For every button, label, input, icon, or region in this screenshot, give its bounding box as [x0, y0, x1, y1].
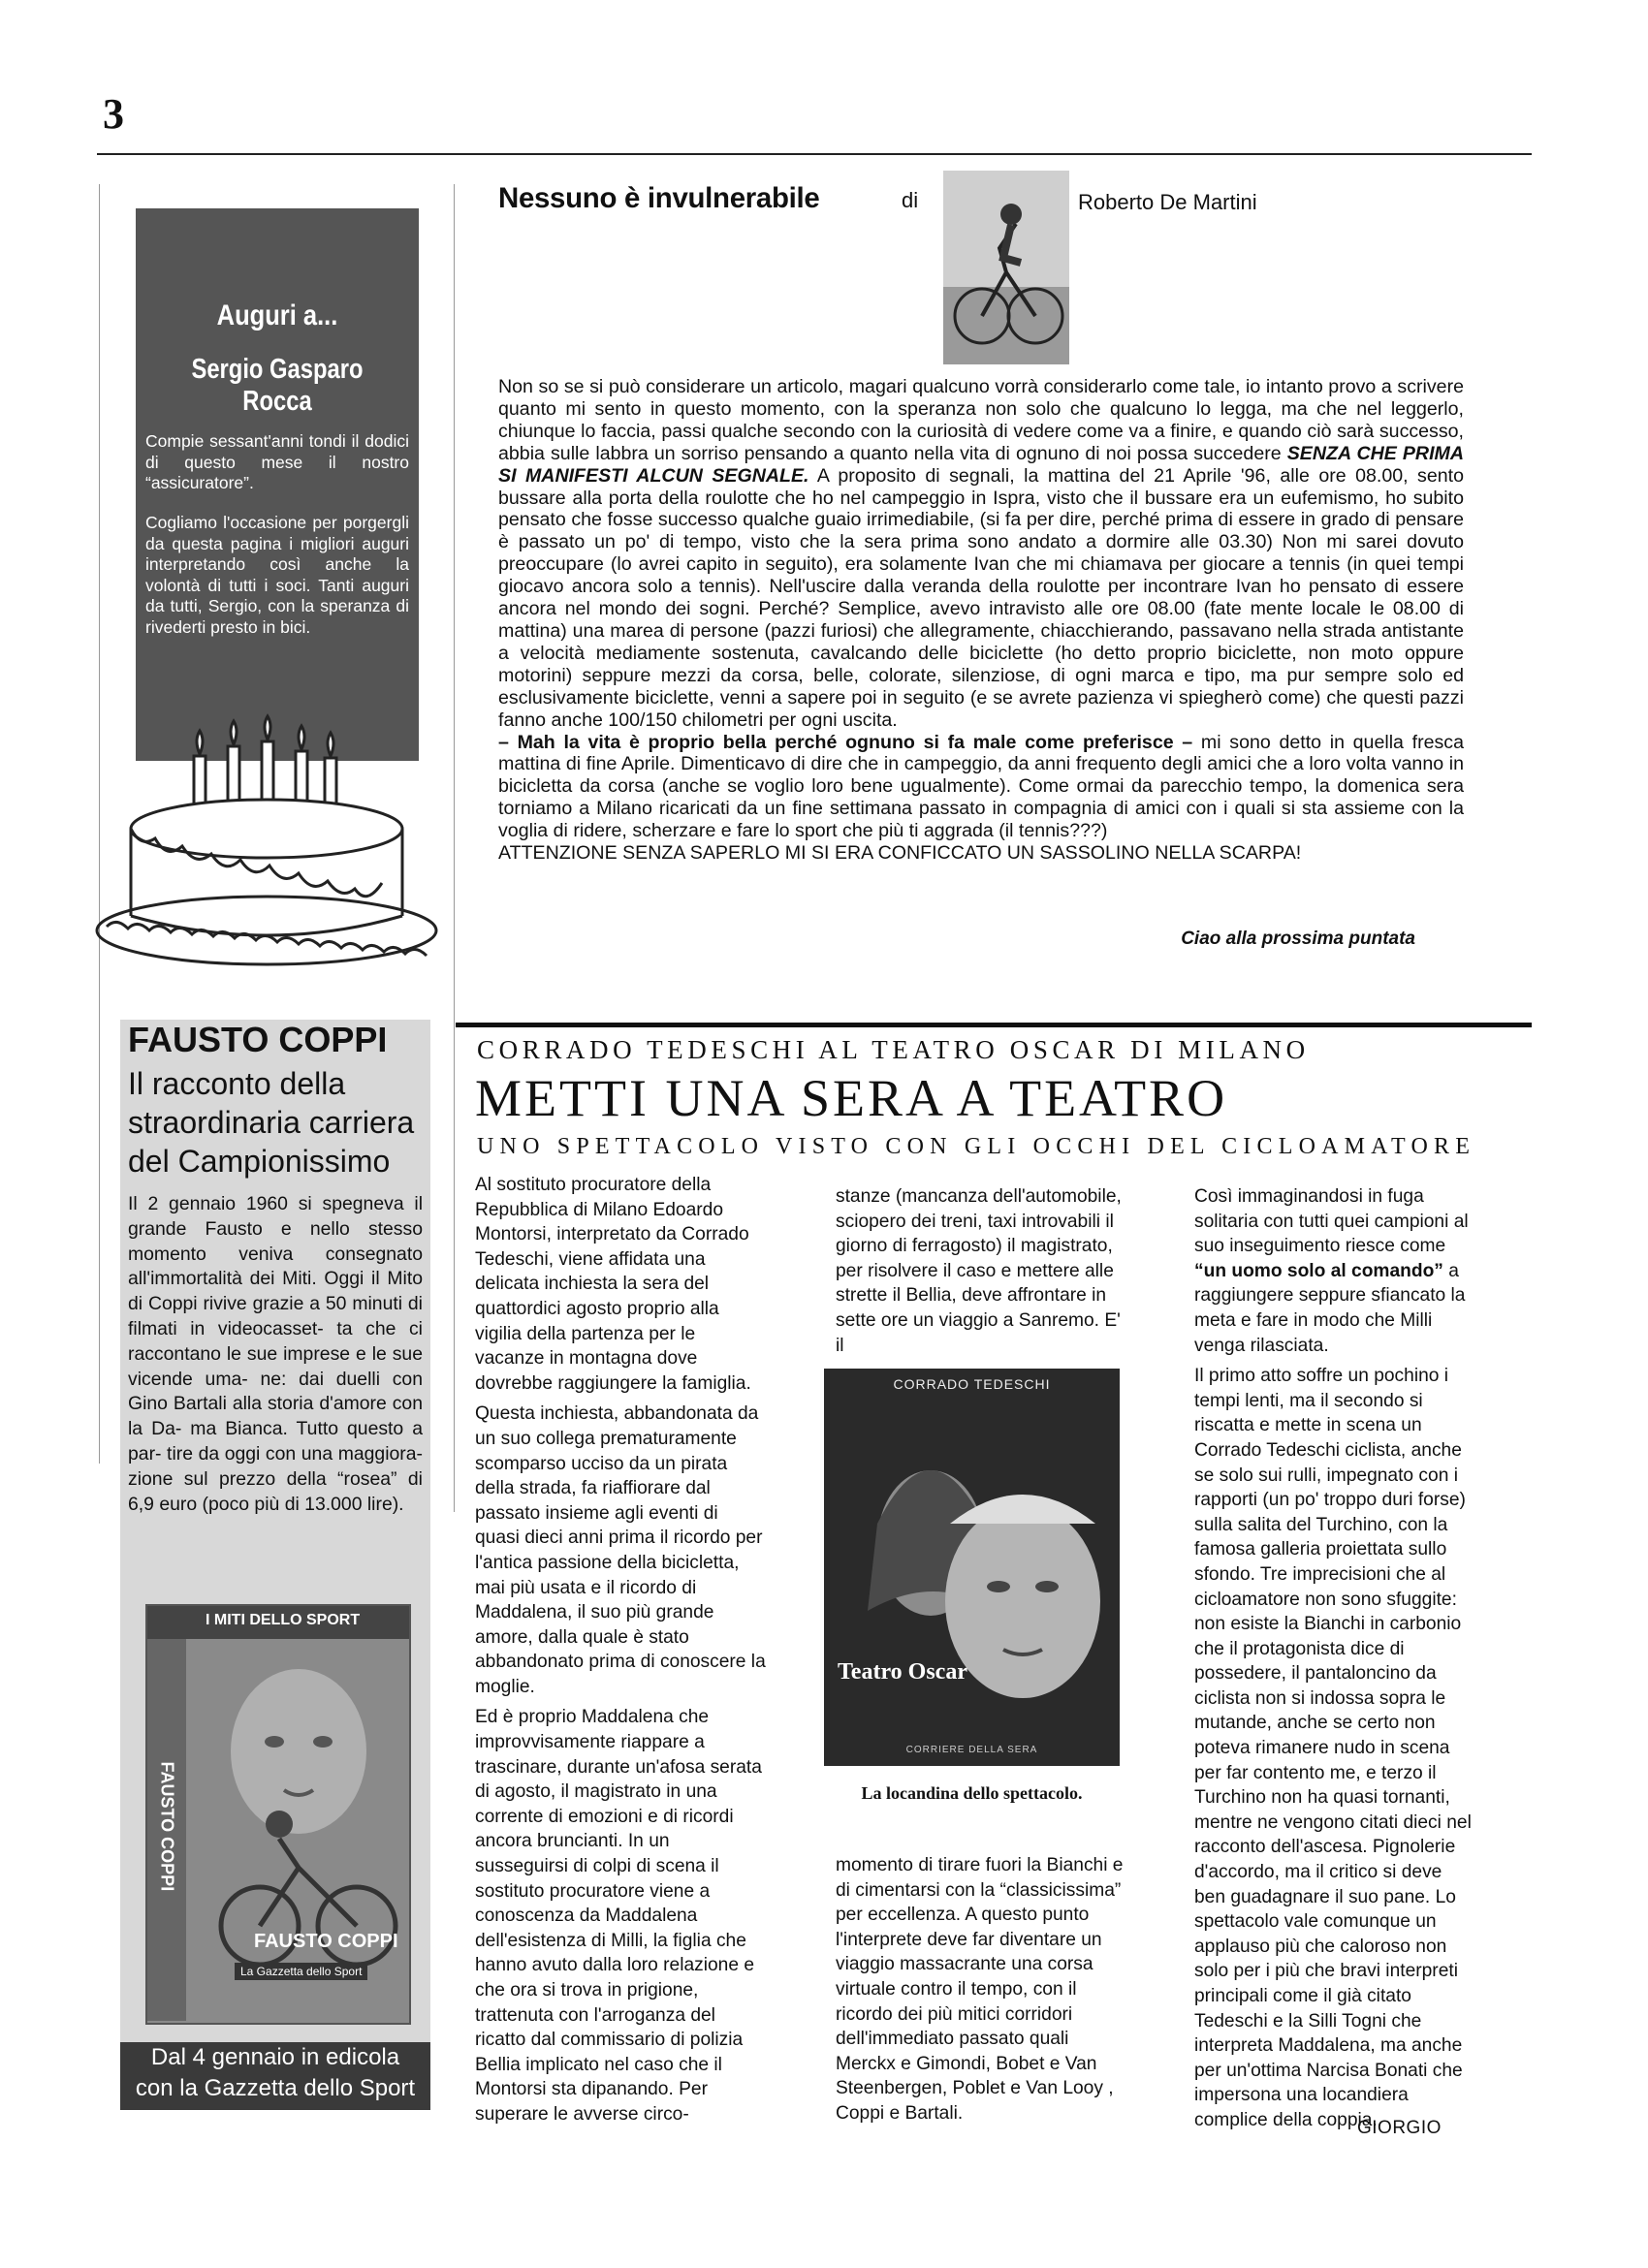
article2-column-2-top	[836, 1184, 1126, 1364]
auguri-name: Sergio Gasparo Rocca	[191, 354, 364, 417]
article2-c3-paragraph-2: Il primo atto soffre un pochino i tempi lenti, ma il secondo si riscatta e mette in scena un Corrado Tedeschi ciclista, anche se solo sui rulli, impegnato con i rapporti (un po' troppo duri forse) sulla salita del Turchino, con la famosa galleria proiettata sullo sfondo. Tre imprecisioni che al cicloamatore non sono sfuggite: non esiste la Bianchi in carbonio che il protagonista dice di possedere, il pantaloncino da ciclista non si indossa sopra le mutande, anche se certo non poteva rimanere nudo in scena per far contento me, e terzo il Turchino non ha quasi tornanti, mentre ne vengono citati dieci nel racconto dell'ascesa. Pignolerie d'accordo, ma il critico si deve ben guadagnare il suo pane. Lo spettacolo vale comunque un applauso più che caloroso non solo per i più che bravi interpreti principali come il già citato Tedeschi e la Silli Togni che interpreta Maddalena, ma anche per un'ottima Narcisa Bonati che impersona una locandiera complice della coppia.	[1194, 1366, 1472, 2130]
article2-subtitle: UNO SPETTACOLO VISTO CON GLI OCCHI DEL CICLOAMATORE	[477, 1134, 1476, 1159]
article1-body	[498, 376, 1464, 865]
article2-c2-paragraph-top: stanze (mancanza dell'automobile, sciopero dei treni, taxi introvabili il giorno di ferragosto) il magistrato, per risolvere il caso e mettere alle strette il Bellia, deve affrontare in sette ore un viaggio a Sanremo. E' il	[836, 1186, 1122, 1356]
article2-column-3	[1194, 1184, 1475, 2139]
coppi-portrait-illustration	[192, 1645, 405, 1974]
auguri-title: Auguri a...	[216, 299, 338, 331]
article2-c1-paragraph-2: Questa inchiesta, abbandonata da un suo collega prematuramente scomparso ucciso da un pirata della strada, fa riaffiorare dal passato insieme agli eventi di quasi dieci anni prima il ricordo per l'antica passione della bicicletta, mai più usata e il ricordo di Maddalena, il suo più grande amore, dalla quale è stato abbandonato prima di conoscere la moglie.	[475, 1403, 766, 1697]
section-rule	[456, 1023, 1532, 1027]
coppi-footer-line-1: Dal 4 gennaio in edicola	[150, 2044, 400, 2070]
article2-title: METTI UNA SERA A TEATRO	[475, 1069, 1228, 1127]
article1-paragraph-3: ATTENZIONE SENZA SAPERLO MI SI ERA CONFICCATO UN SASSOLINO NELLA SCARPA!	[498, 842, 1302, 865]
auguri-paragraph-1: Compie sessant'anni tondi il dodici di questo mese il nostro “assicuratore”.	[145, 431, 409, 493]
article2-c1-paragraph-1: Al sostituto procuratore della Repubblica di Milano Edoardo Montorsi, interpretato da Corrado Tedeschi, viene affidata una delicata inchiesta la sera del quattordici agosto proprio alla vigilia della partenza per le vacanze in montagna dove dovrebbe raggiungere la famiglia.	[475, 1175, 751, 1394]
vhs-brand-label: La Gazzetta dello Sport	[235, 1963, 367, 1980]
coppi-footer	[120, 2042, 430, 2110]
poster-bottom-label: CORRIERE DELLA SERA	[905, 1745, 1038, 1755]
article2-signature: GIORGIO	[1357, 2118, 1442, 2138]
coppi-footer-line-2: con la Gazzetta dello Sport	[135, 2075, 416, 2101]
article1-p2-text: mi sono detto in quella fresca mattina di fine Aprile. Dimenticavo di dire che in campeggio, da anni frequento degli amici che a loro volta vanno in bicicletta da corsa (anche se voglio loro bene ugualmente). Come ormai da parecchio tempo, la domenica sera torniamo a Milano ricaricati da un fine settimana passato in compagnia di amici con i quali si sta assieme con la voglia di ridere, scherzare e fare lo sport che più ti aggrada (il tennis???)	[498, 731, 1465, 842]
article2-kicker: CORRADO TEDESCHI AL TEATRO OSCAR DI MILANO	[477, 1035, 1310, 1064]
article1-author: Roberto De Martini	[1078, 190, 1257, 214]
article1-p1-text: Non so se si può considerare un articolo, magari qualcuno vorrà considerarlo come tale, io intanto provo a scrivere quanto mi sento in questo momento, con la speranza non solo che qualcuno lo legga, ma che nel leggerlo, chiunque lo faccia, passi qualche secondo con la curiosità di vedere come va a finire, e quando ciò sarà successo, abbia sulle labbra un sorriso pensando a quanto nella vita di ognuno di noi possa succedere	[498, 376, 1464, 464]
coppi-body: Il 2 gennaio 1960 si spegneva il grande Fausto e nello stesso momento veniva consegnato all'immortalità dei Miti. Oggi il Mito di Coppi rivive grazie a 50 minuti di filmati in videocasset- ta che ci raccontano le sue imprese e le sue vicende uma- ne: dai duelli con Gino Bartali alla storia d'amore con la Da- ma Bianca. Tutto questo a par- tire da oggi con una maggiora- zione sul prezzo della “rosea” di 6,9 euro (poco più di 13.000 lire).	[128, 1193, 423, 1515]
article2-c3-text-a: Così immaginandosi in fuga solitaria con tutti quei campioni al suo inseguimento riesce come	[1194, 1186, 1469, 1257]
article1-p2-quote: – Mah la vita è proprio bella perché ognuno si fa male come preferisce –	[498, 731, 1193, 753]
coppi-heading: FAUSTO COPPI	[128, 1020, 388, 1059]
vhs-cover-image	[145, 1604, 411, 2025]
article1-p1-text-2: A proposito di segnali, la mattina del 21 Aprile '96, alle ore 08.00, sento bussare alla porta della roulotte che ho nel campeggio in Ispra, visto che il bussare era un eufemismo, ho subito pensato che fosse successo qualche guaio irrimediabile, (si fa per dire, perché prima di essere in grado di pensare è passato un po' di tempo, visto che la sera prima sono andato a dormire alle 03.30) Non mi sarei dovuto preoccupare (lo avrei capito in seguito), era solamente Ivan che mi chiamava per giocare a tennis (in quei tempi giocavo ancora solo a tennis). Nell'uscire dalla veranda della roulotte per incontrare Ivan ho pensato di essere ancora nel mondo dei sogni. Perché? Semplice, avevo intravisto alle ore 08.00 (fate mente locale le 08.00 di mattina) una marea di persone (pazzi furiosi) che allegramente, chiacchierando, passavano nella strada antistante a velocità mediamente sostenuta, cavalcando delle biciclette (ho detto proprio biciclette, non moto oppure motorini) seppure mezzi da corsa, belle, colorate, silenziose, di ogni marca e tipo, ma pur sempre solo ed esclusivamente biciclette, venni a sapere poi in seguito (e se avrete pazienza vi spiegherò come) che questi pazzi fanno anche 100/150 chilometri per ogni uscita.	[498, 464, 1464, 731]
article2-column-1	[475, 1173, 766, 2133]
auguri-paragraph-2: Cogliamo l'occasione per porgergli da questa pagina i migliori auguri interpretando così anche la volontà di tutti i soci. Tanti auguri da tutti, Sergio, con la speranza di rivederti presto in bici.	[145, 513, 409, 637]
article1-byline-di: di	[902, 188, 919, 212]
page-number: 3	[103, 90, 124, 138]
poster-top-label: CORRADO TEDESCHI	[893, 1376, 1051, 1392]
birthday-cake-illustration	[87, 698, 446, 979]
article1-paragraph-1	[498, 376, 1464, 732]
article2-c3-paragraph-1	[1194, 1184, 1475, 1358]
cyclist-photo	[943, 171, 1069, 364]
article2-c1-paragraph-3: Ed è proprio Maddalena che improvvisamente riappare a trascinare, durante un'afosa serata di agosto, il magistrato in una corrente di emozioni e di ricordi ancora bruncianti. In un susseguirsi di colpi di scena il sostituto procuratore viene a conoscenza da Maddalena dell'esistenza di Milli, la figlia che hanno avuto dalla loro relazione e che ora si trova in prigione, trattenuta con l'arroganza del ricatto dal commissario di polizia Bellia implicato nel caso che il Montorsi sta dipanando. Per superare le avverse circo-	[475, 1707, 762, 2125]
poster-caption: La locandina dello spettacolo.	[861, 1783, 1083, 1803]
vhs-side-label: FAUSTO COPPI	[157, 1761, 177, 1892]
article2-c3-quote: “un uomo solo al comando”	[1194, 1260, 1443, 1281]
poster-faces-illustration	[824, 1407, 1120, 1737]
article1-closing: Ciao alla prossima puntata	[1181, 929, 1415, 949]
article1-paragraph-2	[498, 732, 1464, 843]
article1-title: Nessuno è invulnerabile	[498, 182, 820, 214]
top-rule	[97, 153, 1532, 155]
vhs-bottom-label: FAUSTO COPPI	[254, 1931, 398, 1952]
vhs-top-label: I MITI DELLO SPORT	[206, 1612, 361, 1628]
auguri-box	[136, 208, 419, 761]
column-rule-right	[454, 184, 455, 1512]
article2-c3-text-c: a raggiungere seppure sfiancato la meta e fare in modo che Milli venga rilasciata.	[1194, 1260, 1466, 1356]
article2-c2-paragraph-bottom: momento di tirare fuori la Bianchi e di cimentarsi con la “classicissima” per eccellenza. A questo punto l'interprete deve far diventare un viaggio massacrante una corsa virtuale contro il tempo, con il ricordo dei più mitici corridori dell'immediato passato quali Merckx e Gimondi, Bobet e Van Steenbergen, Poblet e Van Looy , Coppi e Bartali.	[836, 1855, 1124, 2124]
article1-p1-emphasis: SENZA CHE PRIMA SI MANIFESTI ALCUN SEGNALE.	[498, 442, 1464, 487]
theatre-poster-image	[824, 1369, 1120, 1766]
coppi-subtitle: Il racconto della straordinaria carriera del Campionissimo	[128, 1066, 415, 1179]
article2-column-2-bottom	[836, 1853, 1126, 2132]
poster-theatre-name: Teatro Oscar	[838, 1659, 967, 1685]
